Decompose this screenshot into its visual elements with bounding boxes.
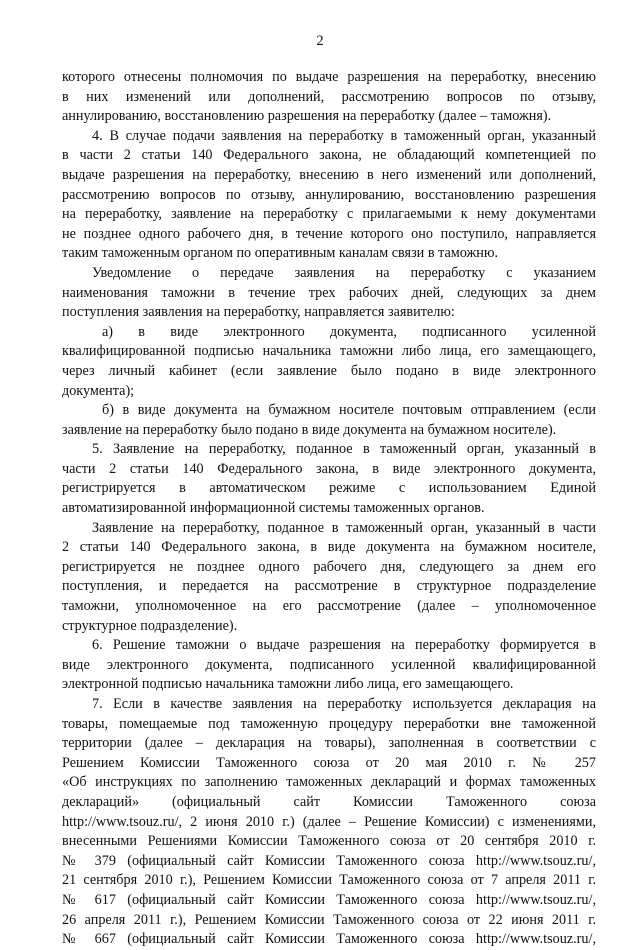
text-line: регистрируется не позднее одного рабочего дня, следующего за днем его [62,558,596,575]
text-line: части 2 статьи 140 Федерального закона, в виде электронного документа, [62,460,596,477]
text-line: поступления, и передается на рассмотрение в структурное подразделение [62,578,596,595]
text-line: виде электронного документа, подписанного усиленной квалифицированной [62,656,596,673]
text-line: внесенными Решениями Комиссии Таможенного союза от 20 сентября 2010 г. [62,833,596,850]
text-line: регистрируется в автоматическом режиме с использованием Единой [62,480,596,497]
text-line: в части 2 статьи 140 Федерального закона, не обладающий компетенцией по [62,147,596,164]
text-line: не позднее одного рабочего дня, в течение которого оно поступило, направляется [62,225,596,242]
text-line: Заявление на переработку, поданное в таможенный орган, указанный в части [92,519,596,536]
text-line: выдаче разрешения на переработку, внесению в него изменений или дополнений, [62,166,596,183]
text-line: через личный кабинет (если заявление было подано в виде электронного [62,362,596,379]
text-line: рассмотрению вопросов по отзыву, аннулированию, восстановлению разрешения [62,186,596,203]
text-line: 5. Заявление на переработку, поданное в таможенный орган, указанный в [92,441,596,458]
text-line: наименования таможни в течение трех рабочих дней, следующих за днем [62,284,596,301]
text-line: структурное подразделение). [62,617,238,634]
text-line: 21 сентября 2010 г.), Решением Комиссии Таможенного союза от 7 апреля 2011 г. [62,872,596,889]
text-line: электронной подписью начальника таможни либо лица, его замещающего. [62,676,514,693]
text-line: 2 статьи 140 Федерального закона, в виде документа на бумажном носителе, [62,539,596,556]
text-line: заявление на переработку было подано в виде документа на бумажном носителе). [62,421,557,438]
text-line: а) в виде электронного документа, подписанного усиленной [102,323,596,340]
text-line: таможни, уполномоченное на его рассмотрение (далее – уполномоченное [62,598,596,615]
text-line: в них изменений или дополнений, рассмотрению вопросов по отзыву, [62,88,596,105]
text-line: 4. В случае подачи заявления на переработку в таможенный орган, указанный [92,127,596,144]
page-number: 2 [316,33,324,49]
text-line: 6. Решение таможни о выдаче разрешения на переработку формируется в [92,637,596,654]
text-line: № 379 (официальный сайт Комиссии Таможенного союза http://www.tsouz.ru/, [62,852,596,869]
text-line: территории (далее – декларация на товары), заполненная в соответствии с [62,735,596,752]
text-line: квалифицированной подписью начальника таможни либо лица, его замещающего, [62,343,596,360]
text-line: Решением Комиссии Таможенного союза от 20 мая 2010 г. № 257 [62,754,596,771]
text-line: б) в виде документа на бумажном носителе почтовым отправлением (если [102,402,596,419]
text-line: № 617 (официальный сайт Комиссии Таможенного союза http://www.tsouz.ru/, [62,891,596,908]
text-line: 7. Если в качестве заявления на переработку используется декларация на [92,696,596,712]
text-line: Уведомление о передаче заявления на переработку с указанием [92,264,596,281]
text-line: аннулированию, восстановлению разрешения на переработку (далее – таможня). [62,108,552,125]
text-line: деклараций» (официальный сайт Комиссии Таможенного союза [62,793,596,810]
text-line: автоматизированной информационной системы таможенных органов. [62,500,485,517]
text-line: http://www.tsouz.ru/, 2 июня 2010 г.) (далее – Решение Комиссии) с изменениями, [62,813,596,830]
text-line: 26 апреля 2011 г.), Решением Комиссии Таможенного союза от 22 июня 2011 г. [62,911,596,928]
text-line: на переработку, заявление на переработку с прилагаемыми к нему документами [62,206,596,223]
text-line: таким таможенным органом по оперативным каналам связи в таможню. [62,245,498,262]
text-line: № 667 (официальный сайт Комиссии Таможенного союза http://www.tsouz.ru/, [62,931,596,948]
text-line: поступления заявления на переработку, направляется заявителю: [62,304,455,321]
text-line: «Об инструкциях по заполнению таможенных деклараций и формах таможенных [62,774,596,791]
document-body [62,68,596,950]
text-line: которого отнесены полномочия по выдаче разрешения на переработку, внесению [62,69,596,85]
text-line: документа); [62,382,135,399]
text-line: товары, помещаемые под таможенную процедуру переработки вне таможенной [62,715,596,732]
